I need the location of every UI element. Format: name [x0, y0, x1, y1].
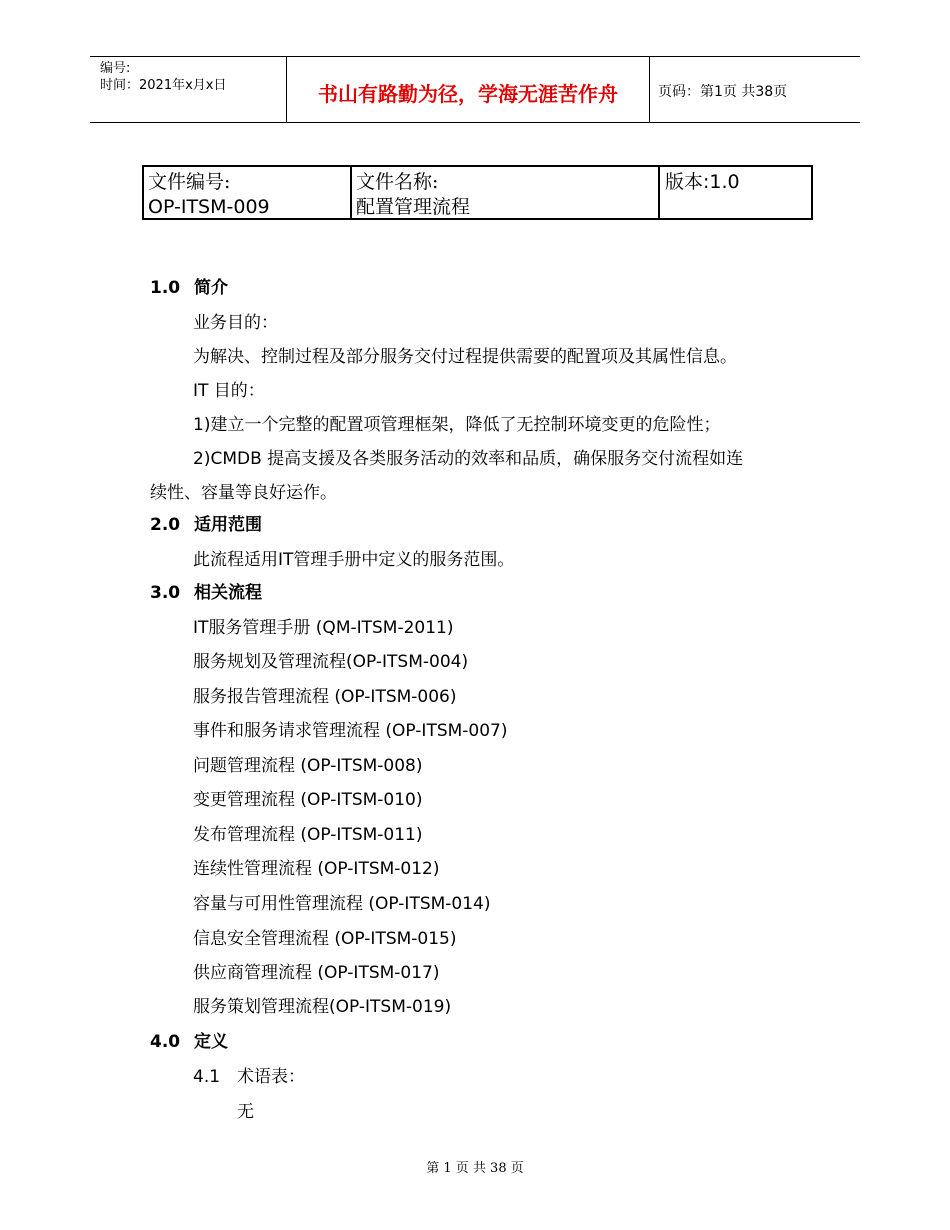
- business-purpose-label: 业务目的：: [193, 313, 278, 333]
- related-process-item: 信息安全管理流程 (OP-ITSM-015): [193, 929, 457, 949]
- section-2-number: 2.0: [150, 515, 181, 535]
- header-top-rule: [90, 56, 860, 57]
- page-footer: 第 1 页 共 38 页: [426, 1161, 524, 1176]
- it-purpose-item-2-line-2: 续性、容量等良好运作。: [150, 483, 337, 503]
- it-purpose-item-1: 1)建立一个完整的配置项管理框架，降低了无控制环境变更的危险性；: [193, 415, 721, 435]
- document-info-table: [142, 165, 813, 220]
- header-time-label: 时间：2021年x月x日: [100, 78, 227, 93]
- header-bottom-rule: [90, 122, 860, 123]
- section-1-number: 1.0: [150, 278, 181, 298]
- header-number-label: 编号:: [100, 61, 131, 76]
- section-4-title: 定义: [194, 1032, 228, 1052]
- version-value: 版本:1.0: [665, 171, 740, 193]
- related-process-item: 容量与可用性管理流程 (OP-ITSM-014): [193, 894, 491, 914]
- section-2-title: 适用范围: [194, 515, 262, 535]
- doc-name-value: 配置管理流程: [356, 196, 471, 218]
- related-process-item: 问题管理流程 (OP-ITSM-008): [193, 756, 423, 776]
- section-3-heading: [150, 578, 262, 603]
- doc-number-cell: [144, 167, 350, 218]
- header-divider-right: [649, 57, 650, 123]
- doc-name-label: 文件名称:: [356, 171, 439, 193]
- header-motto: 书山有路勤为径，学海无涯苦作舟: [318, 82, 618, 106]
- section-1-heading: [150, 273, 228, 298]
- header-left-block: [100, 60, 226, 94]
- header-page-info: 页码：第1页 共38页: [658, 84, 788, 100]
- it-purpose-label: IT 目的：: [193, 381, 265, 401]
- section-3-title: 相关流程: [194, 583, 262, 603]
- related-process-item: 变更管理流程 (OP-ITSM-010): [193, 790, 423, 810]
- related-process-item: IT服务管理手册 (QM-ITSM-2011): [193, 618, 454, 638]
- doc-number-label: 文件编号:: [148, 171, 231, 193]
- related-process-item: 服务报告管理流程 (OP-ITSM-006): [193, 687, 457, 707]
- related-process-item: 服务规划及管理流程(OP-ITSM-004): [193, 652, 469, 672]
- section-3-number: 3.0: [150, 583, 181, 603]
- business-purpose-text: 为解决、控制过程及部分服务交付过程提供需要的配置项及其属性信息。: [193, 347, 737, 367]
- related-process-item: 事件和服务请求管理流程 (OP-ITSM-007): [193, 721, 508, 741]
- it-purpose-item-2-line-1: 2)CMDB 提高支援及各类服务活动的效率和品质，确保服务交付流程如连: [193, 449, 744, 469]
- glossary-title: 术语表：: [237, 1067, 305, 1087]
- glossary-heading: [193, 1062, 305, 1087]
- related-process-item: 服务策划管理流程(OP-ITSM-019): [193, 997, 452, 1017]
- related-process-item: 供应商管理流程 (OP-ITSM-017): [193, 963, 440, 983]
- doc-name-cell: [350, 167, 658, 218]
- version-cell: [658, 167, 811, 218]
- section-4-heading: [150, 1027, 228, 1052]
- glossary-text: 无: [237, 1102, 254, 1122]
- related-process-item: 连续性管理流程 (OP-ITSM-012): [193, 859, 440, 879]
- doc-number-value: OP-ITSM-009: [148, 196, 270, 218]
- section-4-number: 4.0: [150, 1032, 181, 1052]
- section-1-title: 简介: [194, 278, 228, 298]
- section-2-heading: [150, 510, 262, 535]
- scope-text: 此流程适用IT管理手册中定义的服务范围。: [193, 550, 515, 570]
- glossary-number: 4.1: [193, 1067, 221, 1087]
- related-process-item: 发布管理流程 (OP-ITSM-011): [193, 825, 423, 845]
